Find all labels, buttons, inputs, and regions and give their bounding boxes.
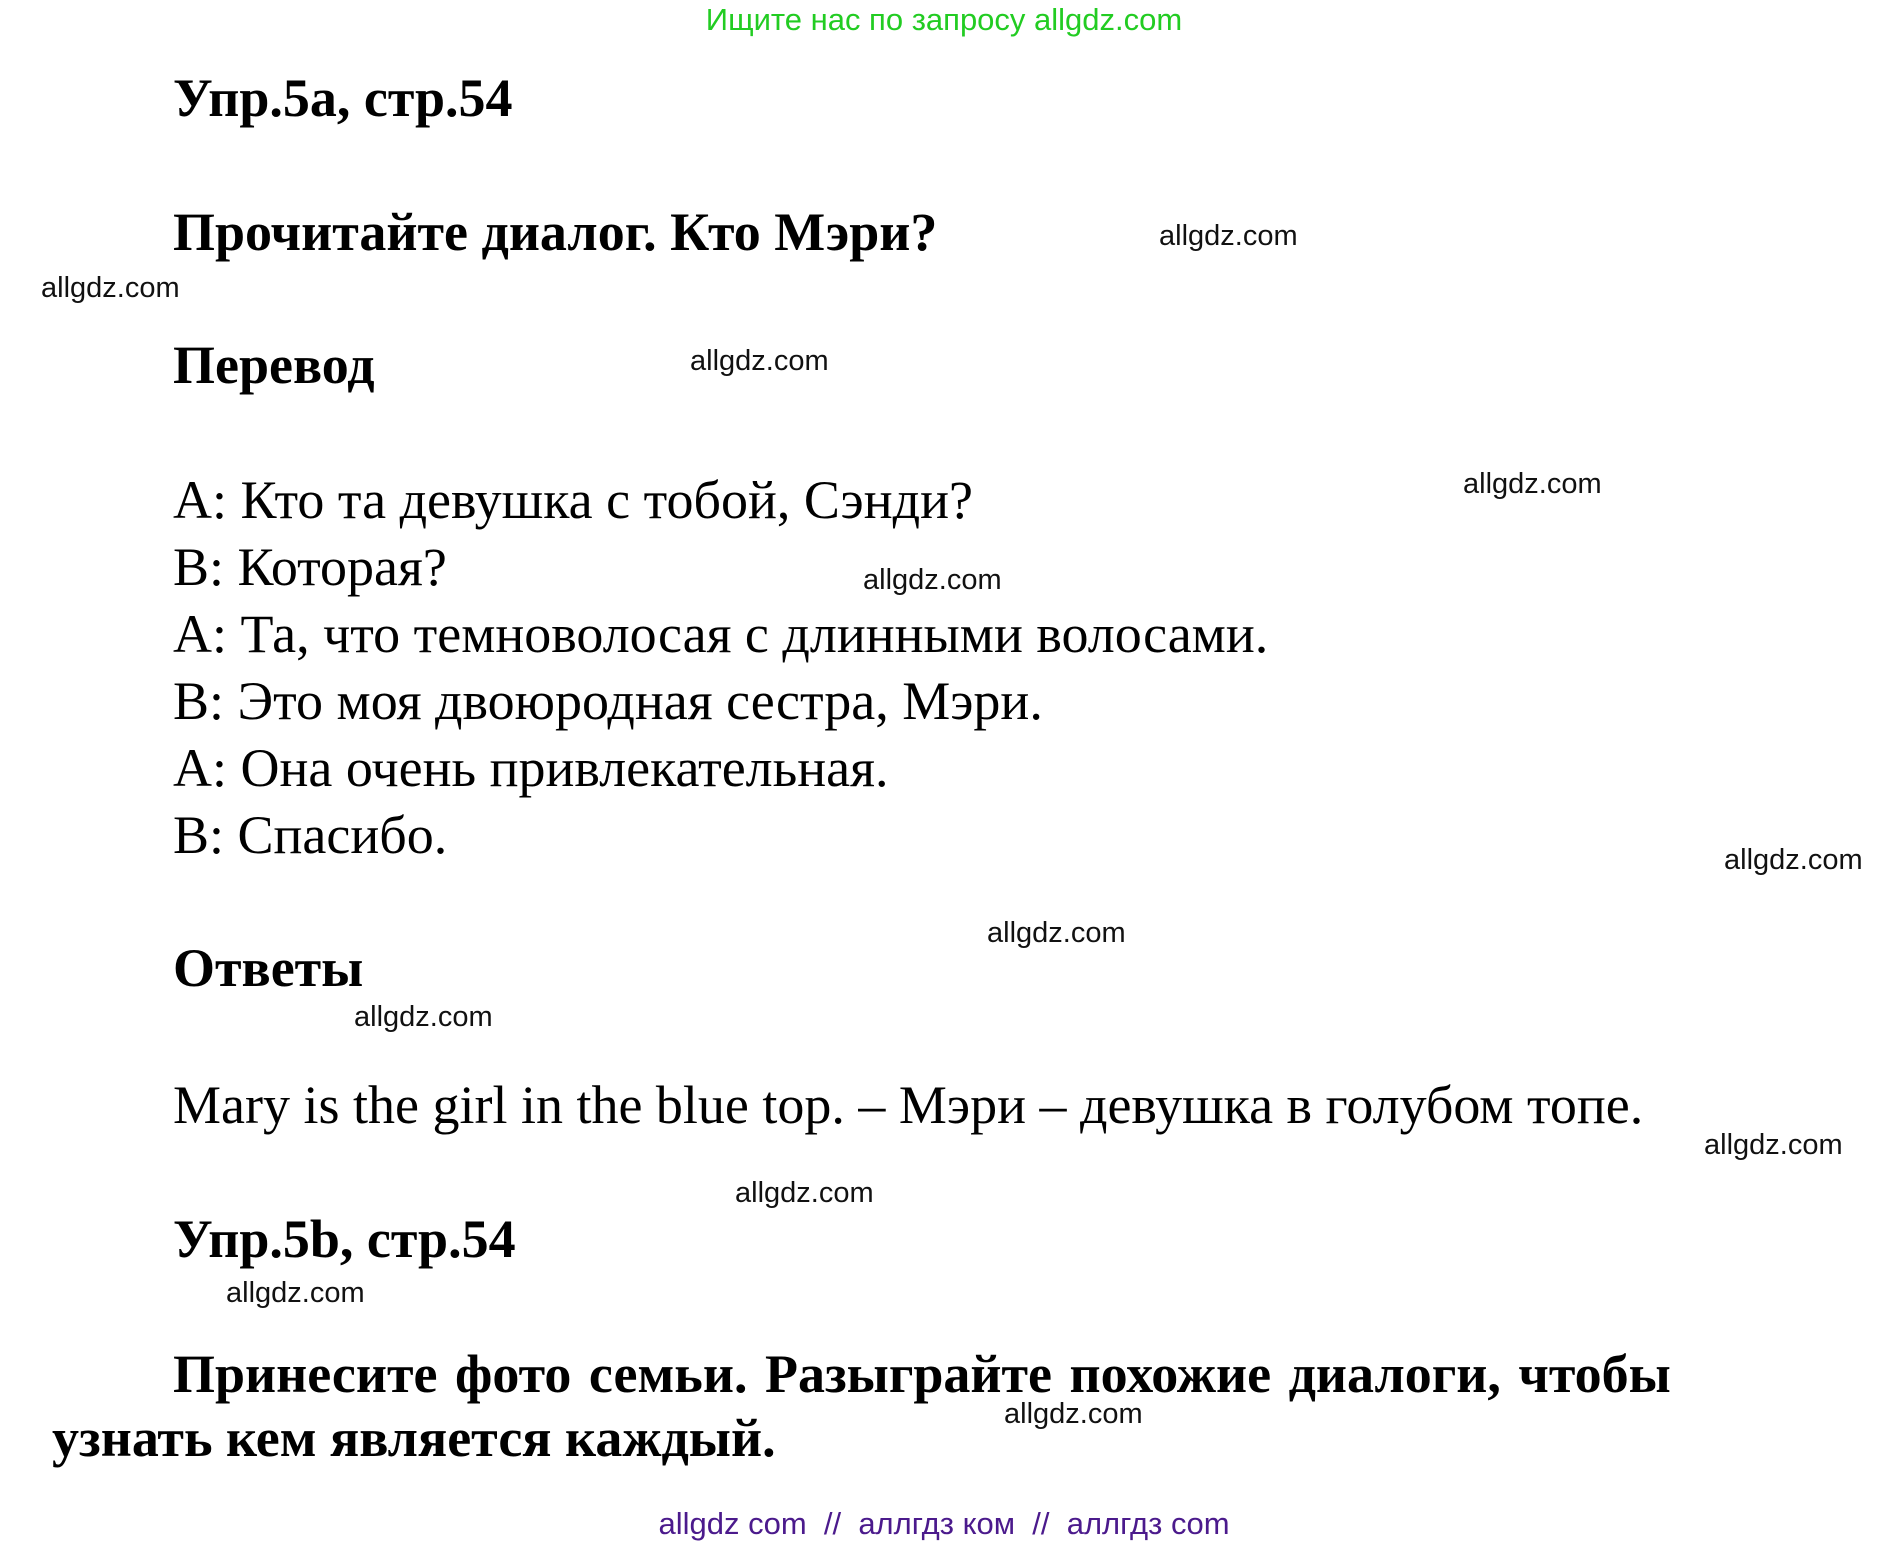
watermark: allgdz.com <box>226 1277 365 1309</box>
translation-heading: Перевод <box>173 335 375 395</box>
watermark: allgdz.com <box>987 917 1126 949</box>
watermark: allgdz.com <box>863 564 1002 596</box>
dialog-line: В: Спасибо. <box>173 805 448 865</box>
exercise-5a-task: Прочитайте диалог. Кто Мэри? <box>173 202 938 262</box>
answer-text: Mary is the girl in the blue top. – Мэри – девушка в голубом топе. <box>173 1075 1644 1135</box>
watermark: allgdz.com <box>735 1177 874 1209</box>
footer-links: allgdz com // аллгдз ком // аллгдз com <box>658 1506 1230 1541</box>
exercise-5b-task-line2: узнать кем является каждый. <box>52 1408 776 1468</box>
watermark: allgdz.com <box>1004 1398 1143 1430</box>
dialog-line: А: Кто та девушка с тобой, Сэнди? <box>173 470 973 530</box>
watermark: allgdz.com <box>1704 1129 1843 1161</box>
search-banner: Ищите нас по запросу allgdz.com <box>705 2 1183 37</box>
watermark: allgdz.com <box>1724 844 1863 876</box>
dialog-line: В: Это моя двоюродная сестра, Мэри. <box>173 671 1043 731</box>
answers-heading: Ответы <box>173 938 364 998</box>
watermark: allgdz.com <box>1463 468 1602 500</box>
watermark: allgdz.com <box>354 1001 493 1033</box>
dialog-line: А: Она очень привлекательная. <box>173 738 889 798</box>
exercise-5b-task-line1: Принесите фото семьи. Разыграйте похожие диалоги, чтобы <box>173 1344 1671 1404</box>
dialog-line: А: Та, что темноволосая с длинными волосами. <box>173 604 1269 664</box>
exercise-5b-title: Упр.5b, стр.54 <box>173 1209 516 1269</box>
watermark: allgdz.com <box>690 345 829 377</box>
dialog-line: В: Которая? <box>173 537 447 597</box>
watermark: allgdz.com <box>41 272 180 304</box>
watermark: allgdz.com <box>1159 220 1298 252</box>
exercise-5a-title: Упр.5а, стр.54 <box>173 68 513 128</box>
